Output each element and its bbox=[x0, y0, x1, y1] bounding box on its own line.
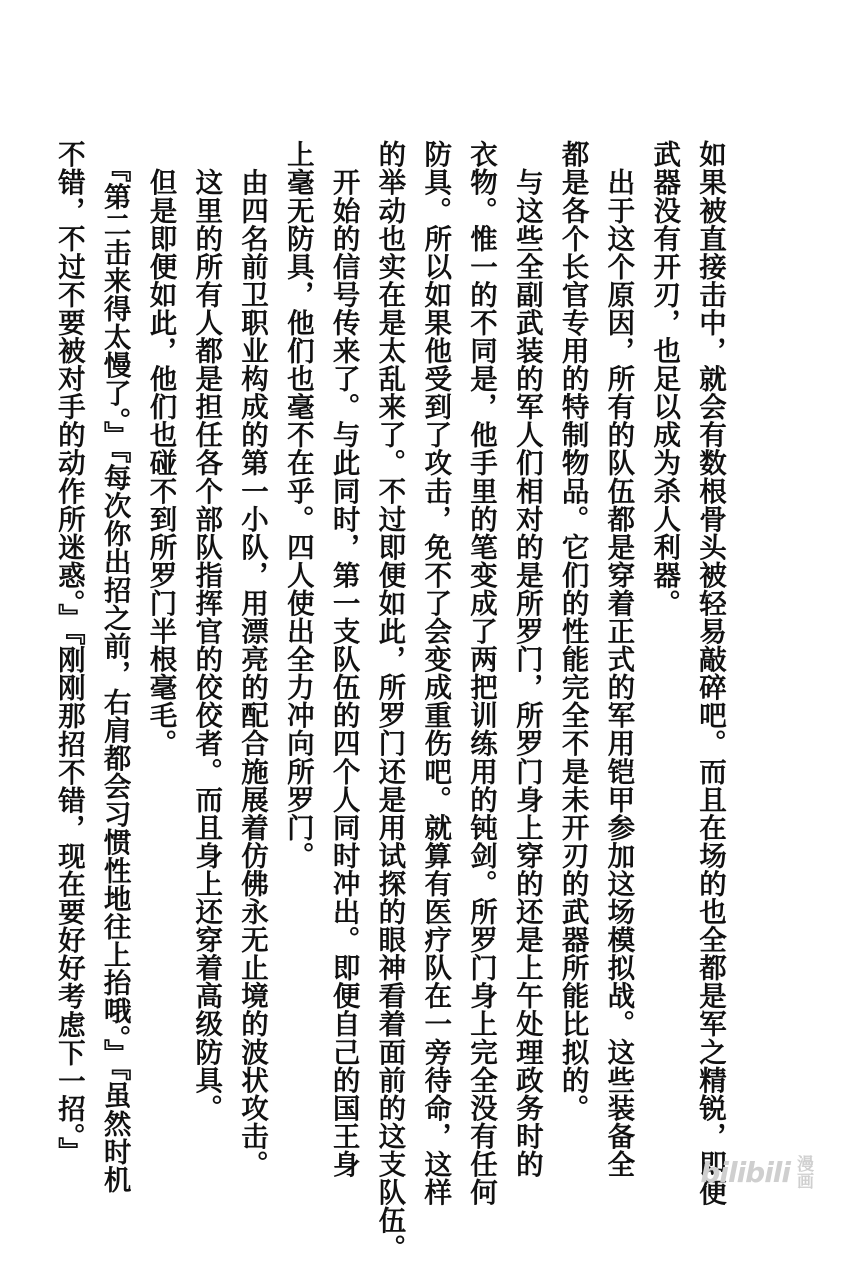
text-column-9: 开始的信号传来了。与此同时，第一支队伍的四个人同时冲出。即便自己的国王身 bbox=[327, 140, 360, 1178]
text-column-7: 防具。所以如果他受到了攻击，免不了会变成重伤吧。就算有医疗队在一旁待命，这样 bbox=[419, 140, 452, 1206]
text-column-5: 与这些全副武装的军人们相对的是所罗门，所罗门身上穿的还是上午处理政务时的 bbox=[510, 140, 543, 1178]
text-column-10: 上毫无防具，他们也毫不在乎。四人使出全力冲向所罗门。 bbox=[281, 140, 314, 870]
text-column-4: 都是各个长官专用的特制物品。它们的性能完全不是未开刃的武器所能比拟的。 bbox=[556, 140, 589, 1122]
text-column-15: 不错，不过不要被对手的动作所迷惑。』『刚刚那招不错，现在要好好考虑下一招。』 bbox=[52, 140, 85, 1165]
text-column-13: 但是即便如此，他们也碰不到所罗门半根毫毛。 bbox=[144, 140, 177, 758]
text-column-6: 衣物。惟一的不同是，他手里的笔变成了两把训练用的钝剑。所罗门身上完全没有任何 bbox=[465, 140, 498, 1206]
novel-text-block bbox=[45, 140, 732, 1262]
text-column-1: 如果被直接击中，就会有数根骨头被轻易敲碎吧。而且在场的也全都是军之精锐，即便 bbox=[694, 140, 726, 1206]
text-column-8: 的举动也实在是太乱来了。不过即便如此，所罗门还是用试探的眼神看着面前的这支队伍。 bbox=[373, 140, 406, 1262]
text-column-3: 出于这个原因，所有的队伍都是穿着正式的军用铠甲参加这场模拟战。这些装备全 bbox=[602, 140, 635, 1178]
text-column-14: 『第二击来得太慢了。』『每次你出招之前，右肩都会习惯性地往上抬哦。』『虽然时机 bbox=[98, 140, 131, 1194]
bilibili-comics-watermark bbox=[700, 1155, 830, 1189]
text-column-12: 这里的所有人都是担任各个部队指挥官的佼佼者。而且身上还穿着高级防具。 bbox=[190, 140, 223, 1122]
watermark-latin: bilibili bbox=[700, 1155, 790, 1189]
watermark-cjk: 漫画 bbox=[793, 1155, 813, 1189]
text-column-2: 武器没有开刃，也足以成为杀人利器。 bbox=[648, 140, 681, 617]
text-column-11: 由四名前卫职业构成的第一小队，用漂亮的配合施展着仿佛永无止境的波状攻击。 bbox=[236, 140, 269, 1178]
